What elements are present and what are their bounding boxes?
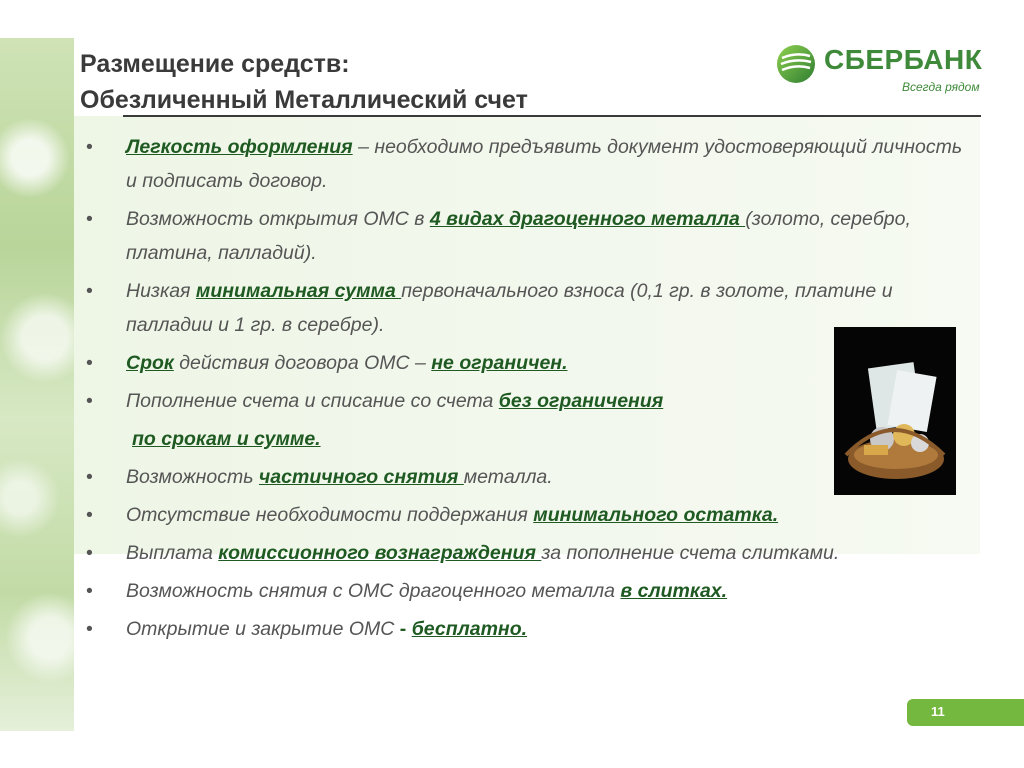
logo-name: СБЕРБАНК [824, 44, 983, 75]
bullet: • [86, 542, 93, 564]
bullet: • [86, 504, 93, 526]
list-item: • Срок действия договора ОМС – не ограничен. [86, 346, 966, 380]
list-item: • Открытие и закрытие ОМС - бесплатно. [86, 612, 966, 646]
list-item: • Возможность открытия ОМС в 4 видах драгоценного металла (золото, серебро, платина, палладий). [86, 202, 966, 270]
page-number-badge [907, 699, 1024, 726]
list-item: • Возможность снятия с ОМС драгоценного металла в слитках. [86, 574, 966, 608]
bullet: • [86, 352, 93, 374]
bullet: • [86, 466, 93, 488]
slide-title-line1: Размещение средств: [80, 50, 350, 78]
bullet: • [86, 580, 93, 602]
list-item: • Пополнение счета и списание со счета без ограничения [86, 384, 966, 418]
list-item: • Низкая минимальная сумма первоначального взноса (0,1 гр. в золоте, платине и палладии и 1 гр. в серебре). [86, 274, 966, 342]
slide-title [80, 46, 528, 118]
logo-tagline: Всегда рядом [902, 80, 980, 94]
bullet: • [86, 208, 93, 230]
sberbank-logo-icon [776, 44, 816, 84]
sberbank-logo [776, 42, 986, 98]
slide-title-line2: Обезличенный Металлический счет [80, 86, 528, 114]
precious-metals-photo [834, 327, 956, 495]
title-underline [123, 115, 981, 117]
list-item: • Возможность частичного снятия металла. [86, 460, 966, 494]
bullet: • [86, 136, 93, 158]
bullet: • [86, 618, 93, 640]
metals-basket-image [834, 327, 956, 495]
bullet: • [86, 390, 93, 412]
page-number: 11 [931, 704, 945, 719]
bullet: • [86, 280, 93, 302]
list-item: • Легкость оформления – необходимо предъявить документ удостоверяющий личность и подписать договор. [86, 130, 966, 198]
list-item: • Отсутствие необходимости поддержания минимального остатка. [86, 498, 966, 532]
list-item-continuation: по срокам и сумме. [132, 428, 321, 450]
decorative-background-strip [0, 38, 74, 731]
list-item: • Выплата комиссионного вознаграждения за пополнение счета слитками. [86, 536, 966, 570]
